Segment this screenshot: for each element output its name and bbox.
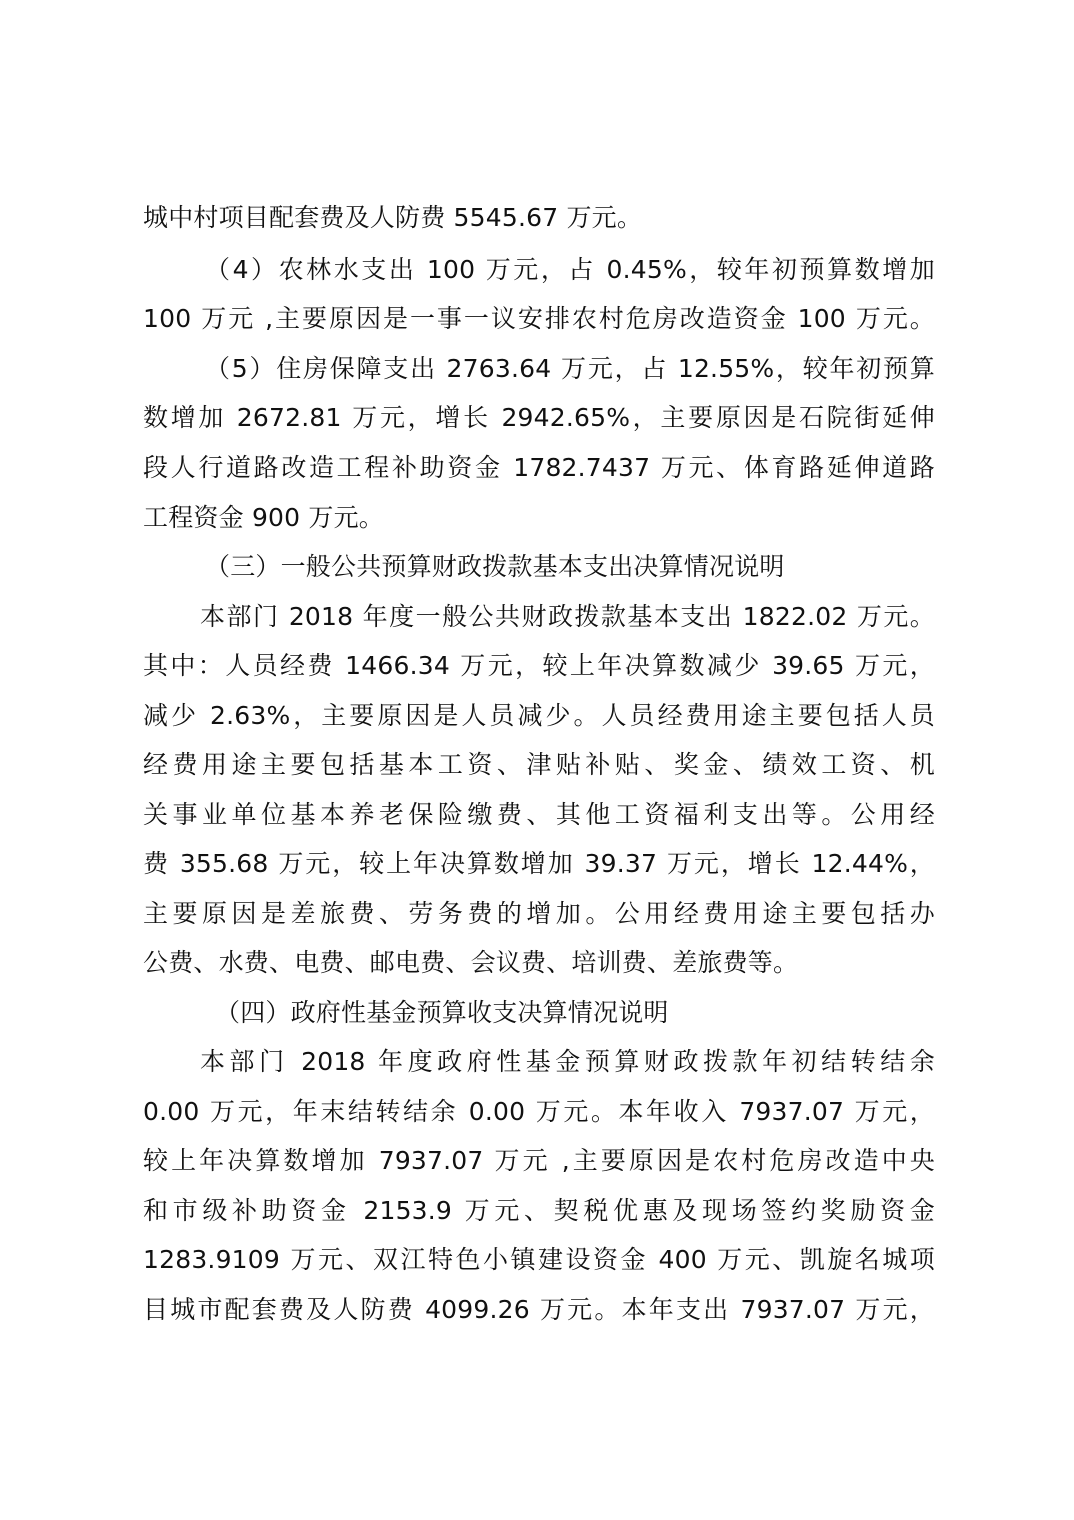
text-line: 减少 2.63%，主要原因是人员减少。人员经费用途主要包括人员 (143, 701, 935, 730)
text-line: 费 355.68 万元，较上年决算数增加 39.37 万元，增长 12.44%， (143, 849, 935, 878)
text-line: 公费、水费、电费、邮电费、会议费、培训费、差旅费等。 (143, 948, 799, 977)
text-line: （4）农林水支出 100 万元，占 0.45%，较年初预算数增加 (205, 255, 935, 284)
text-line: 较上年决算数增加 7937.07 万元 ,主要原因是农村危房改造中央 (143, 1146, 935, 1175)
text-line: 目城市配套费及人防费 4099.26 万元。本年支出 7937.07 万元， (143, 1295, 935, 1324)
text-line: 经费用途主要包括基本工资、津贴补贴、奖金、绩效工资、机 (143, 750, 935, 779)
text-line: 1283.9109 万元、双江特色小镇建设资金 400 万元、凯旋名城项 (143, 1245, 935, 1274)
text-line: 段人行道路改造工程补助资金 1782.7437 万元、体育路延伸道路 (143, 453, 935, 482)
section-heading: （四）政府性基金预算收支决算情况说明 (215, 998, 669, 1027)
text-line: 0.00 万元，年末结转结余 0.00 万元。本年收入 7937.07 万元， (143, 1097, 935, 1126)
text-line: 和市级补助资金 2153.9 万元、契税优惠及现场签约奖励资金 (143, 1196, 935, 1225)
text-line: 本部门 2018 年度政府性基金预算财政拨款年初结转结余 (200, 1047, 935, 1076)
section-heading: （三）一般公共预算财政拨款基本支出决算情况说明 (205, 552, 785, 581)
text-line: 主要原因是差旅费、劳务费的增加。公用经费用途主要包括办 (143, 899, 935, 928)
text-line: 城中村项目配套费及人防费 5545.67 万元。 (143, 203, 643, 232)
text-line: 数增加 2672.81 万元，增长 2942.65%，主要原因是石院街延伸 (143, 403, 935, 432)
text-line: 工程资金 900 万元。 (143, 503, 385, 532)
text-line: 其中：人员经费 1466.34 万元，较上年决算数减少 39.65 万元， (143, 651, 935, 680)
text-line: 本部门 2018 年度一般公共财政拨款基本支出 1822.02 万元。 (200, 602, 935, 631)
text-line: （5）住房保障支出 2763.64 万元，占 12.55%，较年初预算 (205, 354, 935, 383)
text-line: 100 万元 ,主要原因是一事一议安排农村危房改造资金 100 万元。 (143, 304, 935, 333)
text-line: 关事业单位基本养老保险缴费、其他工资福利支出等。公用经 (143, 800, 935, 829)
